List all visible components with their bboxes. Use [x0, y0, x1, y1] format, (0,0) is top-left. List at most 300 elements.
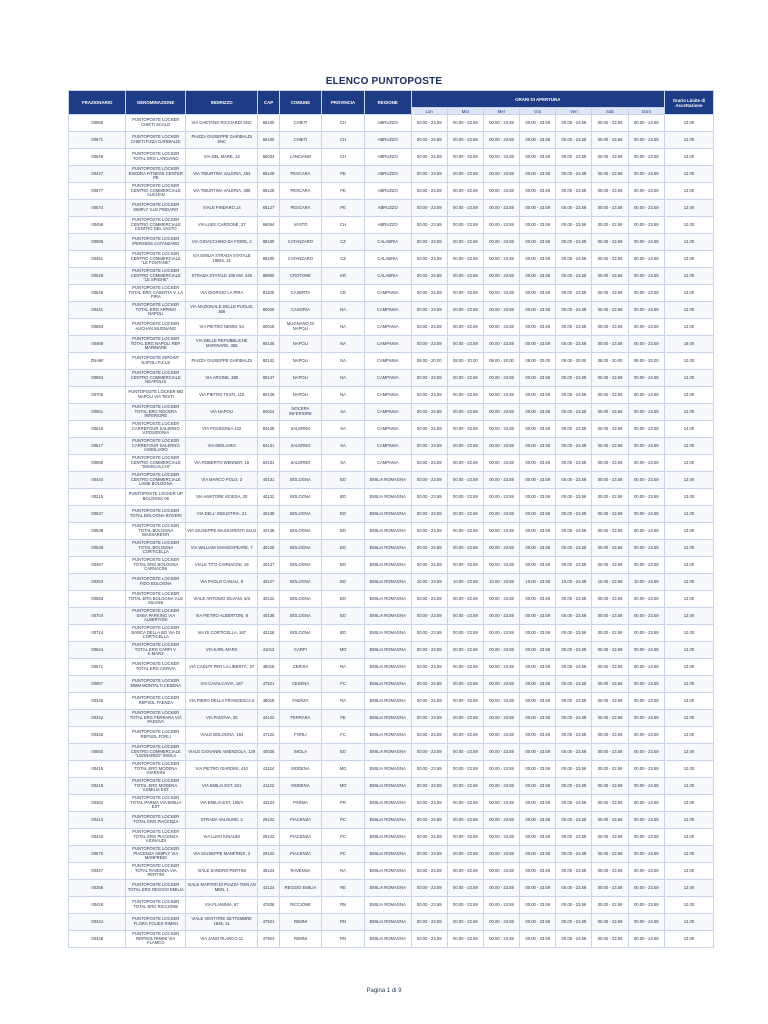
cell-mer: 00.00 - 23.59 [483, 387, 519, 404]
cell-ven: 00.00 - 23.59 [556, 234, 592, 251]
cell-frazionario: 00705 [69, 387, 126, 404]
cell-frazionario: 00356 [69, 880, 126, 897]
cell-sab: 00.00 - 23.59 [592, 880, 628, 897]
cell-sab: 00.00 - 23.59 [592, 200, 628, 217]
cell-mer: 00.00 - 23.59 [483, 540, 519, 557]
cell-mar: 00.00 - 23.59 [447, 812, 483, 829]
cell-mer: 00.00 - 23.59 [483, 200, 519, 217]
table-row [69, 829, 714, 846]
cell-cap: 84131 [258, 455, 279, 472]
cell-regione: EMILIA ROMAGNA [364, 489, 411, 506]
cell-regione: EMILIA ROMAGNA [364, 676, 411, 693]
cell-lun: 00.00 - 23.59 [411, 846, 447, 863]
cell-denominazione: PUNTOPOSTE LOCKER CENTRO COMMERCIALE "LE SPIGHE" [126, 268, 186, 285]
cell-denominazione: PUNTOPOSTE LOCKER CARREFOUR SALERNO V.MIGLIARO [126, 438, 186, 455]
cell-sab: 00.00 - 23.59 [592, 914, 628, 931]
cell-dom: 00.00 - 23.59 [628, 421, 664, 438]
cell-indirizzo: VIA LUIGI CARDONE, 37 [186, 217, 258, 234]
cell-provincia: BO [322, 506, 365, 523]
cell-gio: 00.00 - 23.59 [520, 319, 556, 336]
cell-indirizzo: VIA ROBERTO WENNER, 18 [186, 455, 258, 472]
cell-ven: 00.00 - 23.59 [556, 710, 592, 727]
cell-regione: CALABRIA [364, 268, 411, 285]
cell-provincia: BO [322, 540, 365, 557]
cell-gio: 00.00 - 23.59 [520, 489, 556, 506]
cell-comune: CASORIA [279, 302, 322, 319]
table-row [69, 438, 714, 455]
cell-provincia: SA [322, 421, 365, 438]
cell-gio: 00.00 - 23.59 [520, 506, 556, 523]
cell-provincia: MO [322, 642, 365, 659]
cell-mar: 00.00 - 23.59 [447, 200, 483, 217]
cell-cap: 84014 [258, 404, 279, 421]
table-row [69, 880, 714, 897]
cell-lun: 08.00 - 20.00 [411, 353, 447, 370]
cell-provincia: RA [322, 659, 365, 676]
cell-gio: 00.00 - 23.59 [520, 200, 556, 217]
cell-mar: 00.00 - 23.59 [447, 183, 483, 200]
cell-dom: 00.00 - 23.59 [628, 523, 664, 540]
cell-dom: 00.00 - 23.59 [628, 438, 664, 455]
table-row [69, 625, 714, 642]
cell-ven: 08.00 - 20.00 [556, 353, 592, 370]
table-row [69, 353, 714, 370]
cell-frazionario: 00671 [69, 132, 126, 149]
cell-comune: BOLOGNA [279, 574, 322, 591]
cell-mer: 00.00 - 23.59 [483, 370, 519, 387]
cell-lun: 00.00 - 23.59 [411, 455, 447, 472]
cell-ven: 00.00 - 23.59 [556, 642, 592, 659]
cell-denominazione: PUNTOPOSTE LOCKER CENTRO COMMERCIALE "SINISCALCHI" [126, 455, 186, 472]
cell-regione: ABRUZZO [364, 217, 411, 234]
cell-mar: 00.00 - 23.59 [447, 897, 483, 914]
cell-orario-limite: 12.00 [664, 251, 713, 268]
cell-orario-limite: 12.00 [664, 625, 713, 642]
cell-mer: 00.00 - 23.59 [483, 438, 519, 455]
cell-gio: 00.00 - 23.59 [520, 540, 556, 557]
cell-regione: EMILIA ROMAGNA [364, 710, 411, 727]
cell-comune: MODENA [279, 761, 322, 778]
cell-orario-limite: 12.00 [664, 744, 713, 761]
cell-orario-limite: 12.00 [664, 217, 713, 234]
cell-mer: 00.00 - 23.59 [483, 625, 519, 642]
cell-ven: 00.00 - 23.59 [556, 132, 592, 149]
cell-orario-limite: 12.00 [664, 285, 713, 302]
cell-ven: 00.00 - 23.59 [556, 285, 592, 302]
cell-orario-limite: 12.00 [664, 642, 713, 659]
cell-indirizzo: VIA CAVALCAVIA, 187 [186, 676, 258, 693]
table-row [69, 812, 714, 829]
cell-denominazione: PUNTOPOSTE LOCKER MMM MONTALTI CESENA [126, 676, 186, 693]
cell-sab: 00.00 - 23.59 [592, 166, 628, 183]
cell-denominazione: PUNTOPOSTE LOCKER TOTAL PARMA VIA EMILIA EST [126, 795, 186, 812]
cell-sab: 00.00 - 23.59 [592, 387, 628, 404]
cell-sab: 00.00 - 23.59 [592, 302, 628, 319]
cell-regione: CAMPANIA [364, 404, 411, 421]
cell-denominazione: PUNTOPOSTE LOCKER TOTAL BOLOGNA CORTICELLA [126, 540, 186, 557]
header-provincia: PROVINCIA [322, 91, 365, 115]
table-row [69, 149, 714, 166]
cell-dom: 00.00 - 23.59 [628, 880, 664, 897]
cell-sab: 00.00 - 23.59 [592, 693, 628, 710]
cell-sab: 00.00 - 23.59 [592, 676, 628, 693]
cell-regione: EMILIA ROMAGNA [364, 829, 411, 846]
cell-dom: 00.00 - 23.59 [628, 931, 664, 948]
cell-provincia: SA [322, 404, 365, 421]
cell-regione: EMILIA ROMAGNA [364, 608, 411, 625]
cell-indirizzo: VIA MIGLIARO [186, 438, 258, 455]
cell-cap: 47521 [258, 676, 279, 693]
cell-sab: 00.00 - 23.59 [592, 217, 628, 234]
header-day-ven: Ven [556, 108, 592, 115]
cell-frazionario: 00545 [69, 285, 126, 302]
cell-comune: CHIETI [279, 132, 322, 149]
cell-sab: 00.00 - 23.59 [592, 608, 628, 625]
cell-frazionario: 00571 [69, 659, 126, 676]
cell-regione: CAMPANIA [364, 387, 411, 404]
cell-gio: 00.00 - 23.59 [520, 336, 556, 353]
cell-ven: 00.00 - 23.59 [556, 795, 592, 812]
cell-comune: IMOLA [279, 744, 322, 761]
cell-indirizzo: VIA GIUSEPPE MANFREDI, 3 [186, 846, 258, 863]
cell-orario-limite: 12.00 [664, 183, 713, 200]
cell-lun: 00.00 - 23.59 [411, 472, 447, 489]
cell-orario-limite: 12.00 [664, 523, 713, 540]
cell-mar: 00.00 - 23.59 [447, 455, 483, 472]
cell-cap: 40122 [258, 591, 279, 608]
cell-indirizzo: VIA PIETRO ALBERTONI, 8 [186, 608, 258, 625]
cell-mar: 00.00 - 23.59 [447, 642, 483, 659]
cell-gio: 00.00 - 23.59 [520, 812, 556, 829]
cell-ven: 00.00 - 23.59 [556, 166, 592, 183]
table-row [69, 659, 714, 676]
cell-indirizzo: VIA DEL MARE, 13 [186, 149, 258, 166]
cell-ven: 00.00 - 23.59 [556, 625, 592, 642]
cell-provincia: RN [322, 931, 365, 948]
cell-regione: EMILIA ROMAGNA [364, 744, 411, 761]
cell-lun: 00.00 - 23.59 [411, 285, 447, 302]
cell-denominazione: PUNTOPOSTE LOCKER REPSOL RIMINI VIA FLAMCO [126, 931, 186, 948]
cell-denominazione: PUNTOPOSTE LOCKER IPERSIDIS CATANZARO [126, 234, 186, 251]
cell-ven: 00.00 - 23.59 [556, 846, 592, 863]
header-denominazione: DENOMINAZIONE [126, 91, 186, 115]
cell-lun: 00.00 - 23.59 [411, 693, 447, 710]
cell-mar: 00.00 - 23.59 [447, 319, 483, 336]
table-row [69, 761, 714, 778]
cell-lun: 00.00 - 23.59 [411, 217, 447, 234]
cell-orario-limite: 12.00 [664, 370, 713, 387]
cell-cap: 40128 [258, 540, 279, 557]
cell-provincia: PE [322, 200, 365, 217]
cell-lun: 00.00 - 23.59 [411, 523, 447, 540]
cell-gio: 00.00 - 23.59 [520, 914, 556, 931]
cell-ven: 00.00 - 23.59 [556, 523, 592, 540]
cell-orario-limite: 12.00 [664, 829, 713, 846]
cell-indirizzo: VIA AMATORE SCIESA, 20 [186, 489, 258, 506]
cell-comune: BOLOGNA [279, 591, 322, 608]
cell-gio: 00.00 - 23.59 [520, 217, 556, 234]
cell-mer: 00.00 - 23.59 [483, 642, 519, 659]
cell-cap: 84128 [258, 421, 279, 438]
cell-indirizzo: VIALE VENTITRE SETTEMBRE 1845, 21 [186, 914, 258, 931]
cell-dom: 00.00 - 23.59 [628, 166, 664, 183]
cell-sab: 00.00 - 23.59 [592, 149, 628, 166]
cell-dom: 00.00 - 23.59 [628, 744, 664, 761]
cell-regione: ABRUZZO [364, 132, 411, 149]
cell-dom: 00.00 - 23.59 [628, 183, 664, 200]
cell-mar: 00.00 - 23.59 [447, 829, 483, 846]
cell-ven: 00.00 - 23.59 [556, 149, 592, 166]
cell-sab: 00.00 - 23.59 [592, 744, 628, 761]
cell-dom: 00.00 - 23.59 [628, 370, 664, 387]
cell-indirizzo: VIA MARCO POLO, 3 [186, 472, 258, 489]
table-row [69, 455, 714, 472]
cell-cap: 41122 [258, 778, 279, 795]
cell-provincia: BO [322, 625, 365, 642]
cell-cap: 66034 [258, 149, 279, 166]
cell-provincia: RE [322, 880, 365, 897]
cell-cap: 40132 [258, 489, 279, 506]
cell-regione: EMILIA ROMAGNA [364, 812, 411, 829]
cell-dom: 00.00 - 23.59 [628, 659, 664, 676]
cell-frazionario: 00675 [69, 846, 126, 863]
cell-mar: 10.00 - 23.59 [447, 574, 483, 591]
cell-orario-limite: 12.00 [664, 897, 713, 914]
cell-cap: 47923 [258, 931, 279, 948]
cell-mar: 00.00 - 23.59 [447, 166, 483, 183]
cell-comune: SALERNO [279, 421, 322, 438]
cell-denominazione: PUNTOPOSTE LOCKER AUCHAN MUGNANO [126, 319, 186, 336]
cell-orario-limite: 12.00 [664, 574, 713, 591]
cell-dom: 10.00 - 23.59 [628, 574, 664, 591]
cell-orario-limite: 12.00 [664, 353, 713, 370]
cell-regione: EMILIA ROMAGNA [364, 914, 411, 931]
cell-regione: CALABRIA [364, 251, 411, 268]
cell-denominazione: PUNTOPOSTE LOCKER TOTAL ERG REGGIO EMILIA [126, 880, 186, 897]
cell-gio: 00.00 - 23.59 [520, 285, 556, 302]
cell-mar: 00.00 - 23.59 [447, 676, 483, 693]
cell-mer: 10.00 - 23.59 [483, 574, 519, 591]
table-row [69, 183, 714, 200]
cell-sab: 00.00 - 23.59 [592, 421, 628, 438]
cell-frazionario: 00704 [69, 608, 126, 625]
cell-orario-limite: 12.00 [664, 268, 713, 285]
cell-ven: 00.00 - 23.59 [556, 438, 592, 455]
cell-lun: 00.00 - 23.59 [411, 727, 447, 744]
cell-indirizzo: VIA GIORGIO LA PIRA [186, 285, 258, 302]
cell-gio: 00.00 - 23.59 [520, 251, 556, 268]
cell-mer: 00.00 - 23.59 [483, 557, 519, 574]
cell-provincia: BO [322, 557, 365, 574]
cell-lun: 00.00 - 23.59 [411, 625, 447, 642]
cell-regione: ABRUZZO [364, 166, 411, 183]
cell-mar: 00.00 - 23.59 [447, 438, 483, 455]
cell-ven: 00.00 - 23.59 [556, 676, 592, 693]
cell-orario-limite: 14.00 [664, 421, 713, 438]
cell-cap: 40138 [258, 506, 279, 523]
cell-provincia: CE [322, 285, 365, 302]
cell-cap: 80026 [258, 302, 279, 319]
cell-denominazione: PUNTOPOSTE LOCKER TOTAL BOLOGNA ROVERI [126, 506, 186, 523]
cell-sab: 00.00 - 23.59 [592, 319, 628, 336]
cell-ven: 10.00 - 23.59 [556, 574, 592, 591]
cell-indirizzo: VIALE GIOVANNI AMENDOLA, 129 [186, 744, 258, 761]
cell-gio: 00.00 - 23.59 [520, 710, 556, 727]
header-indirizzo: INDIRIZZO [186, 91, 258, 115]
cell-mer: 00.00 - 23.59 [483, 659, 519, 676]
cell-regione: EMILIA ROMAGNA [364, 693, 411, 710]
cell-mer: 00.00 - 23.59 [483, 778, 519, 795]
cell-sab: 00.00 - 23.59 [592, 115, 628, 132]
cell-comune: CERVIA [279, 659, 322, 676]
cell-comune: PIACENZA [279, 829, 322, 846]
cell-provincia: CH [322, 115, 365, 132]
cell-sab: 00.00 - 23.59 [592, 778, 628, 795]
cell-orario-limite: 12.00 [664, 200, 713, 217]
cell-comune: LANCIANO [279, 149, 322, 166]
cell-mar: 00.00 - 23.59 [447, 523, 483, 540]
header-day-dom: Dom [628, 108, 664, 115]
cell-orario-limite: 12.00 [664, 778, 713, 795]
cell-ven: 00.00 - 23.59 [556, 336, 592, 353]
cell-comune: RIMINI [279, 931, 322, 948]
cell-regione: CAMPANIA [364, 455, 411, 472]
cell-frazionario: 00444 [69, 472, 126, 489]
cell-cap: 29122 [258, 812, 279, 829]
table-row [69, 676, 714, 693]
cell-gio: 00.00 - 23.59 [520, 642, 556, 659]
cell-provincia: PR [322, 795, 365, 812]
cell-provincia: RA [322, 693, 365, 710]
cell-sab: 00.00 - 23.59 [592, 863, 628, 880]
cell-regione: EMILIA ROMAGNA [364, 472, 411, 489]
cell-cap: 80146 [258, 336, 279, 353]
cell-comune: PESCARA [279, 166, 322, 183]
cell-ven: 00.00 - 23.59 [556, 829, 592, 846]
cell-gio: 00.00 - 23.59 [520, 268, 556, 285]
cell-comune: NOCERA INFERIORE [279, 404, 322, 421]
cell-denominazione: PUNTOPOSTE LOCKER SIMPLY V.LE PINDARO [126, 200, 186, 217]
cell-mer: 00.00 - 23.59 [483, 710, 519, 727]
cell-regione: ABRUZZO [364, 183, 411, 200]
cell-sab: 00.00 - 23.59 [592, 625, 628, 642]
cell-mer: 00.00 - 23.59 [483, 931, 519, 948]
cell-dom: 00.00 - 23.59 [628, 302, 664, 319]
cell-mar: 00.00 - 23.59 [447, 268, 483, 285]
cell-ven: 00.00 - 23.59 [556, 608, 592, 625]
cell-cap: 65127 [258, 200, 279, 217]
cell-indirizzo: STRADA VALNURE, 3 [186, 812, 258, 829]
cell-provincia: KR [322, 268, 365, 285]
table-row [69, 914, 714, 931]
cell-cap: 65129 [258, 166, 279, 183]
cell-lun: 00.00 - 23.59 [411, 183, 447, 200]
cell-orario-limite: 12.00 [664, 319, 713, 336]
cell-gio: 00.00 - 23.59 [520, 234, 556, 251]
cell-comune: FAENZA [279, 693, 322, 710]
cell-orario-limite: 12.00 [664, 115, 713, 132]
cell-denominazione: PUNTOPOSTE LOCKER TOTAL ERG ARPINO NAPOLI [126, 302, 186, 319]
cell-lun: 00.00 - 23.59 [411, 268, 447, 285]
cell-dom: 00.00 - 23.59 [628, 693, 664, 710]
cell-gio: 00.00 - 23.59 [520, 795, 556, 812]
cell-lun: 00.00 - 23.59 [411, 642, 447, 659]
cell-provincia: NA [322, 302, 365, 319]
cell-mer: 00.00 - 23.59 [483, 812, 519, 829]
cell-orario-limite: 12.00 [664, 166, 713, 183]
cell-regione: EMILIA ROMAGNA [364, 625, 411, 642]
cell-sab: 00.00 - 23.59 [592, 438, 628, 455]
cell-mer: 00.00 - 23.59 [483, 285, 519, 302]
cell-gio: 00.00 - 23.59 [520, 183, 556, 200]
cell-comune: PESCARA [279, 183, 322, 200]
cell-cap: 40137 [258, 557, 279, 574]
cell-gio: 00.00 - 23.59 [520, 897, 556, 914]
cell-mar: 08.00 - 20.00 [447, 353, 483, 370]
cell-comune: VASTO [279, 217, 322, 234]
cell-lun: 00.00 - 23.59 [411, 200, 447, 217]
cell-gio: 00.00 - 23.59 [520, 761, 556, 778]
cell-frazionario: 00563 [69, 591, 126, 608]
cell-ven: 00.00 - 23.59 [556, 659, 592, 676]
header-orari: ORARI DI APERTURA [411, 91, 664, 108]
cell-indirizzo: VIA ARGINE, 380 [186, 370, 258, 387]
table-row [69, 132, 714, 149]
cell-mer: 00.00 - 23.59 [483, 761, 519, 778]
cell-mar: 00.00 - 23.59 [447, 404, 483, 421]
cell-frazionario: 00457 [69, 557, 126, 574]
cell-provincia: BO [322, 489, 365, 506]
cell-indirizzo: VIALE ANTONIO SILVANI, 6/3 [186, 591, 258, 608]
cell-provincia: NA [322, 387, 365, 404]
cell-provincia: RN [322, 914, 365, 931]
cell-regione: EMILIA ROMAGNA [364, 863, 411, 880]
cell-indirizzo: VIA GAETANO RICCIARDI SNC [186, 115, 258, 132]
cell-lun: 00.00 - 23.59 [411, 132, 447, 149]
cell-ven: 00.00 - 23.59 [556, 268, 592, 285]
cell-indirizzo: VIA DELLE REPUBBLICHE MARINARE, 355 [186, 336, 258, 353]
cell-dom: 00.00 - 23.59 [628, 829, 664, 846]
cell-lun: 00.00 - 23.59 [411, 251, 447, 268]
cell-frazionario: 00677 [69, 183, 126, 200]
cell-mer: 00.00 - 23.59 [483, 319, 519, 336]
cell-denominazione: PUNTOPOSTE LOCKER TOTAL ERG FERRARA VIA PADOVA [126, 710, 186, 727]
header-orario-limite: Orario Limite di Accettazione [664, 91, 713, 115]
table-row [69, 744, 714, 761]
cell-dom: 00.00 - 23.59 [628, 319, 664, 336]
cell-mar: 00.00 - 23.59 [447, 302, 483, 319]
table-row [69, 557, 714, 574]
cell-cap: 42124 [258, 880, 279, 897]
cell-provincia: NA [322, 370, 365, 387]
table-row [69, 506, 714, 523]
cell-cap: 66100 [258, 115, 279, 132]
cell-mar: 00.00 - 23.59 [447, 149, 483, 166]
cell-provincia: CH [322, 217, 365, 234]
cell-mer: 00.00 - 23.59 [483, 523, 519, 540]
cell-regione: CAMPANIA [364, 353, 411, 370]
cell-frazionario: 00342 [69, 710, 126, 727]
cell-denominazione: PUNTOPOSTE LOCKER TOTAL ERG PIACENZA V.EINAUDI [126, 829, 186, 846]
cell-gio: 00.00 - 23.59 [520, 727, 556, 744]
cell-dom: 00.00 - 23.59 [628, 404, 664, 421]
cell-mar: 00.00 - 23.59 [447, 710, 483, 727]
table-row [69, 727, 714, 744]
cell-lun: 00.00 - 23.59 [411, 761, 447, 778]
table-row [69, 387, 714, 404]
cell-orario-limite: 12.00 [664, 387, 713, 404]
cell-provincia: SA [322, 455, 365, 472]
